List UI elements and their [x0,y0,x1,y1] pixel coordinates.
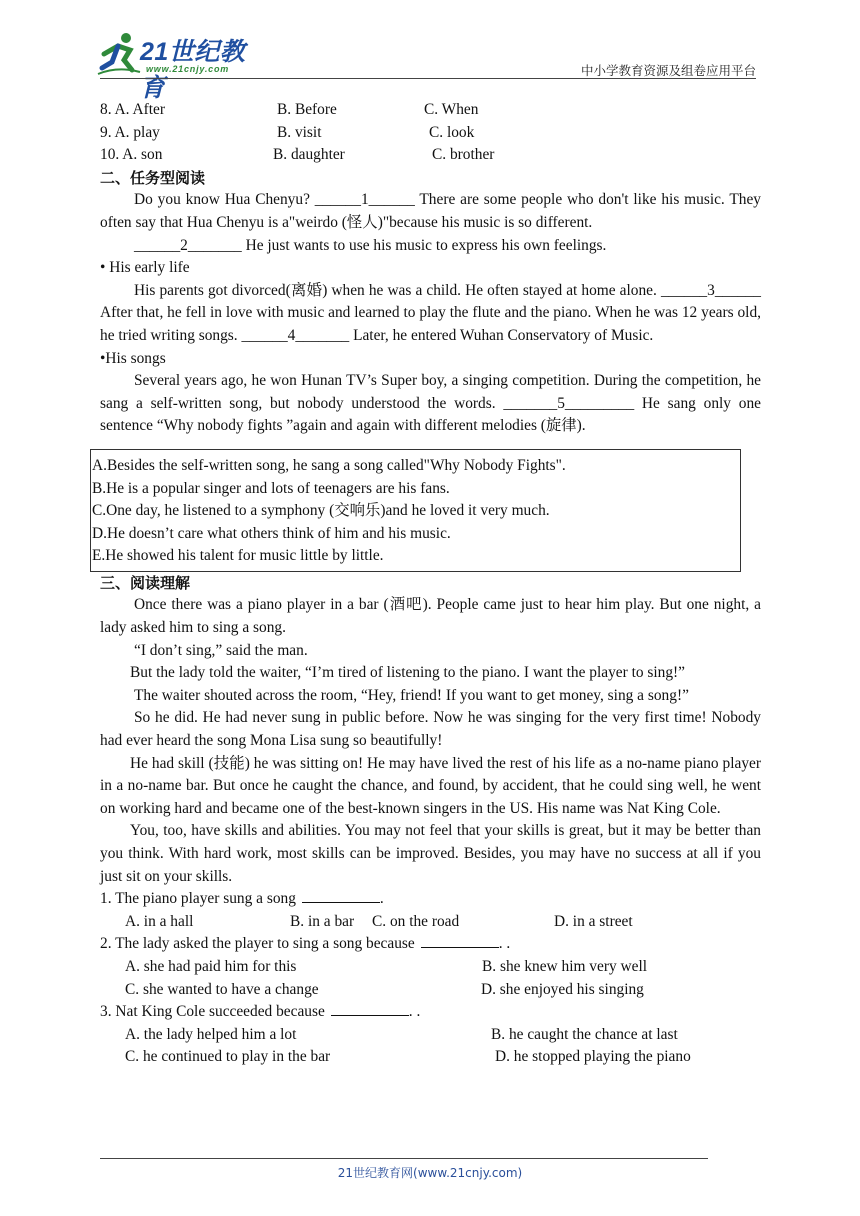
answer-blank[interactable] [302,888,380,903]
reading-paragraph: “I don’t sing,” said the man. [134,641,308,659]
option-item: A.Besides the self-written song, he sang a song called"Why Nobody Fights". [92,456,566,474]
section2-bullet: •His songs [100,349,166,367]
option-item: C.One day, he listened to a symphony (交响乐)and he loved it very much. [92,502,550,520]
section2-title: 二、任务型阅读 [100,168,206,187]
reading-paragraph: You, too, have skills and abilities. You may not feel that your skills is great, but it may be better than you think. With hard work, most skills can be improved. Besides, you may have no success at all if you just sit on your skills. [100,822,761,885]
question-3: 3. Nat King Cole succeeded because . . A. the lady helped him a lot B. he caught the chance at last C. he continued to play in the bar D. he stopped playing the piano [100,1003,691,1066]
reading-paragraph: He had skill (技能) he was sitting on! He may have lived the rest of his life as a no-name piano player in a no-name bar. But once he caught the chance, and found, by accident, that he could sing well, he went on working hard and became one of the best-known singers in the US. His name was Nat King Cole. [100,754,761,817]
site-logo [96,30,266,102]
header-divider [100,78,756,79]
reading-paragraph: But the lady told the waiter, “I’m tired of listening to the piano. I want the player to sing!” [130,664,686,682]
page-header [0,0,860,102]
cloze-option-row: 10. A. son B. daughter C. brother [100,146,495,164]
option-item: E.He showed his talent for music little by little. [92,547,384,565]
reading-paragraph: Once there was a piano player in a bar (酒吧). People came just to hear him play. But one night, a lady asked him to sing a song. [100,596,761,637]
option-item: B.He is a popular singer and lots of teenagers are his fans. [92,479,450,497]
option-item: D.He doesn’t care what others think of him and his music. [92,524,451,542]
reading-paragraph: The waiter shouted across the room, “Hey, friend! If you want to get money, sing a song!” [134,686,689,704]
reading-paragraph: So he did. He had never sung in public before. Now he was singing for the very first time! Nobody had ever heard the song Mona Lisa sung so beautifully! [100,709,761,750]
logo-text: 21世纪教育 [140,38,246,102]
section2-paragraph: His parents got divorced(离婚) when he was a child. He often stayed at home alone. ______3______ After that, he fell in love with music and learned to play the flute and the piano. When he was 12 years old, he tried writing songs. ______4_______ Later, he entered Wuhan Conservatory of Music. [100,281,761,344]
header-platform-text: 中小学教育资源及组卷应用平台 [580,63,756,78]
footer-text: 21世纪教育网(www.21cnjy.com) [337,1166,523,1180]
logo-url: www.21cnjy.com [146,64,230,74]
runner-logo-icon [96,30,142,76]
section2-paragraph: Several years ago, he won Hunan TV’s Super boy, a singing competition. During the competition, he sang a self-written song, but nobody understood the words. _______5_________ He sang only one sentence “Why nobody fights ”again and again with different melodies (旋律). [100,372,761,435]
section2-paragraph: Do you know Hua Chenyu? ______1______ There are some people who don't like his music. They often say that Hua Chenyu is a"weirdo (怪人)"because his music is so different. [100,191,761,231]
question-1: 1. The piano player sung a song . A. in a hall B. in a bar C. on the road D. in a street [100,890,633,930]
cloze-option-row: 8. A. After B. Before C. When [100,101,479,118]
section3-title: 三、阅读理解 [100,573,191,592]
answer-blank[interactable] [421,933,499,948]
section2-paragraph: ______2_______ He just wants to use his music to express his own feelings. [134,236,607,254]
cloze-option-row: 9. A. play B. visit C. look [100,123,475,141]
answer-blank[interactable] [331,1001,409,1016]
question-2: 2. The lady asked the player to sing a song because . . A. she had paid him for this B. she knew him very well C. she wanted to have a change D. she enjoyed his singing [100,935,647,998]
worksheet-content [92,99,761,1069]
section2-bullet: • His early life [100,259,190,277]
answer-options-box [90,449,741,572]
footer-divider [100,1158,708,1159]
